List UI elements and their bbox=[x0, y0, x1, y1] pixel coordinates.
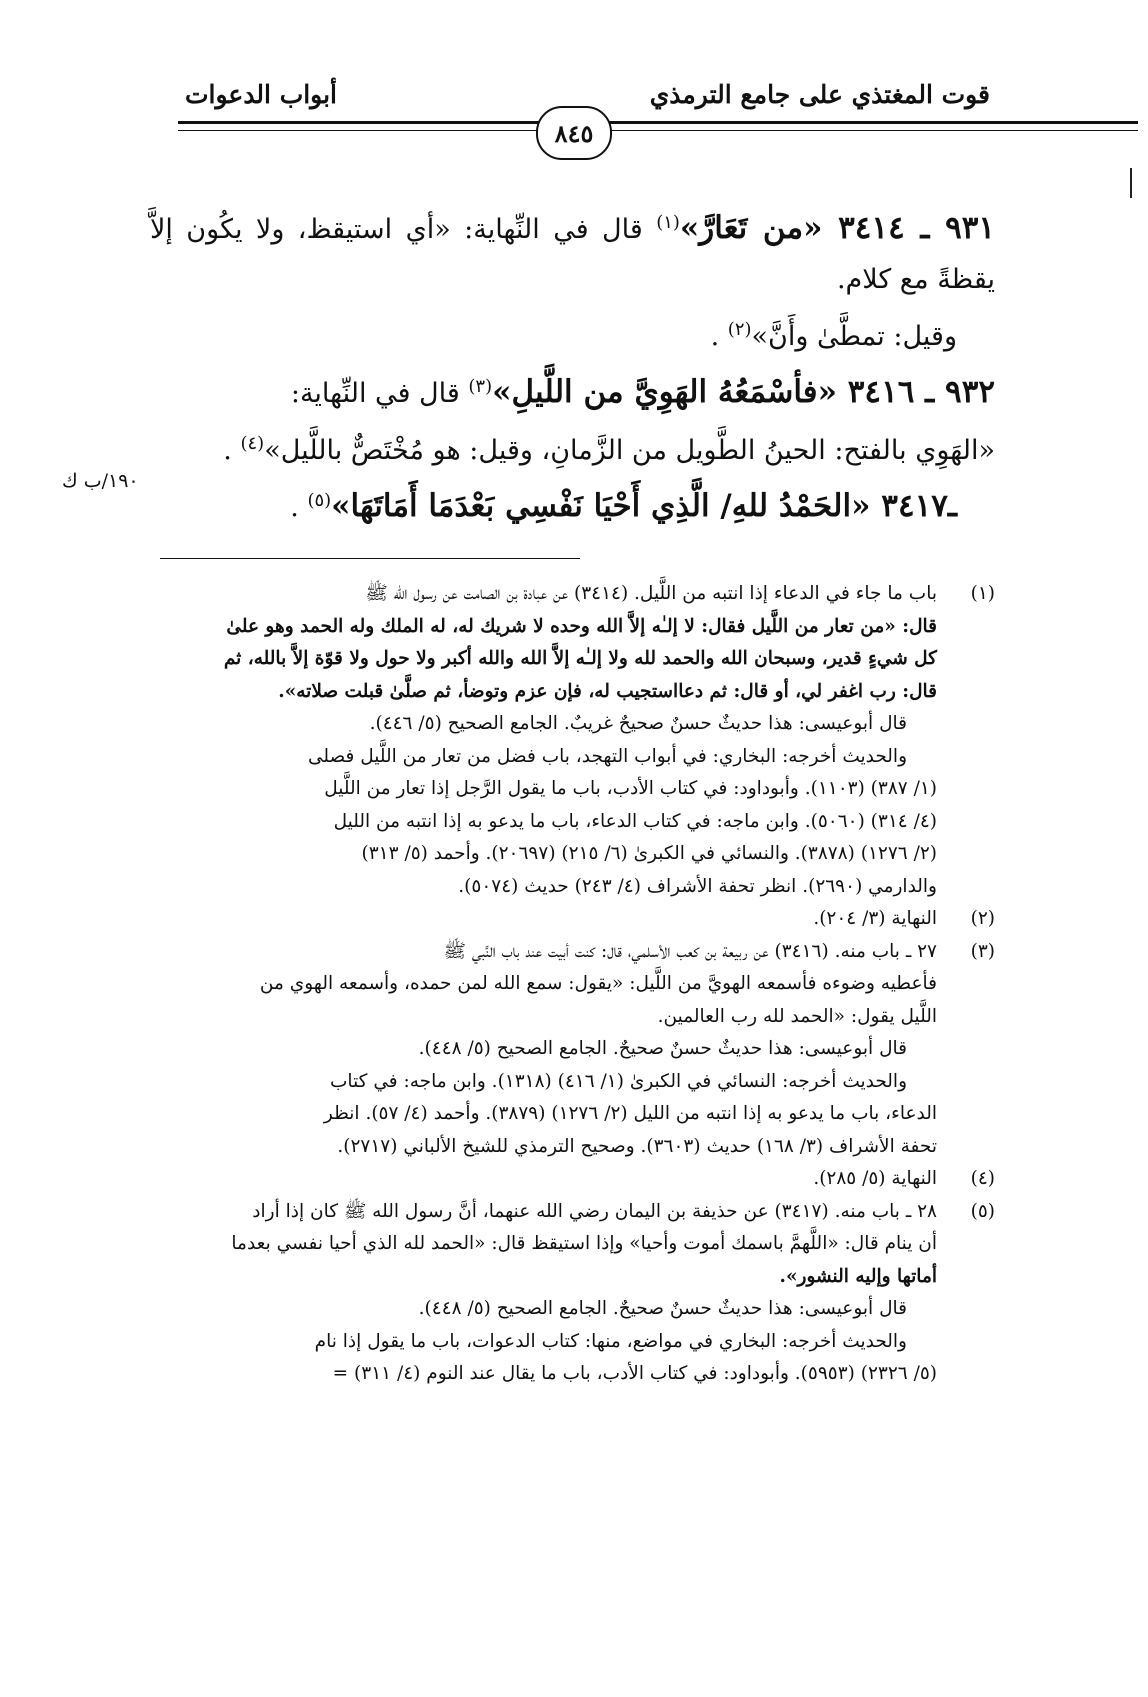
footnote-1 bbox=[140, 578, 995, 903]
page-edge-mark bbox=[1130, 168, 1132, 198]
footnote-separator bbox=[160, 558, 580, 559]
footnote-line: والحديث أخرجه: النسائي في الكبرىٰ (١/ ٤١٦) (١٣١٨). وابن ماجه: في كتاب bbox=[330, 1070, 907, 1092]
footnote-line: والحديث أخرجه: البخاري: في أبواب التهجد، باب فضل من تعار من اللَّيل فصلى bbox=[307, 745, 907, 767]
footnote-line: أن ينام قال: «اللَّهمَّ باسمك أموت وأحيا» وإذا استيقظ قال: «الحمد لله الذي أحيا نفسي بعدما bbox=[231, 1233, 937, 1254]
footnote-line: باب ما جاء في الدعاء إذا انتبه من اللَّيل. (٣٤١٤) عن عبادة بن الصامت عن رسول الله ﷺ bbox=[365, 583, 937, 604]
footnote-ref-4[interactable]: (٤) bbox=[240, 433, 265, 454]
book-title: قوت المغتذي على جامع الترمذي bbox=[649, 80, 990, 109]
footnote-line: (١/ ٣٨٧) (١١٠٣). وأبوداود: في كتاب الأدب، باب ما يقول الرَّجل إذا تعار من اللَّيل bbox=[324, 778, 937, 799]
punct: . bbox=[290, 492, 308, 523]
footnote-line: والحديث أخرجه: البخاري في مواضع، منها: كتاب الدعوات، باب ما يقول إذا نام bbox=[314, 1330, 907, 1352]
footnote-ref-3[interactable]: (٣) bbox=[468, 376, 493, 397]
footnote-number: (٢) bbox=[970, 908, 995, 929]
footnote-line: تحفة الأشراف (٣/ ١٦٨) حديث (٣٦٠٣). وصحيح الترمذي للشيخ الألباني (٢٧١٧). bbox=[337, 1135, 937, 1157]
footnote-line: النهاية (٥/ ٢٨٥). bbox=[813, 1168, 937, 1189]
footnote-line: أماتها وإليه النشور». bbox=[779, 1265, 937, 1287]
footnote-line: قال أبوعيسى: هذا حديثٌ حسنٌ صحيحٌ. الجامع الصحيح (٥/ ٤٤٨). bbox=[418, 1298, 907, 1319]
entry-932-quote bbox=[150, 419, 995, 476]
entry-931-alt-meaning: وقيل: تمطَّىٰ وأَنَّ» bbox=[751, 321, 957, 352]
footnote-4 bbox=[140, 1163, 995, 1196]
footnote-line: (٤/ ٣١٤) (٥٠٦٠). وابن ماجه: في كتاب الدعاء، باب ما يدعو به إذا انتبه من الليل bbox=[333, 810, 937, 832]
main-text bbox=[150, 198, 995, 533]
punct: . bbox=[710, 321, 728, 352]
entry-931-text: قال في النِّهاية: «أي استيقظ، ولا يكُون إلاَّ يقظةً مع كلام. bbox=[150, 214, 995, 295]
entry-931 bbox=[150, 198, 995, 305]
entry-932 bbox=[150, 362, 995, 419]
footnote-ref-1[interactable]: (١) bbox=[656, 212, 680, 233]
footnote-line: قال: رب اغفر لي، أو قال: ثم دعااستجيب له، فإن عزم وتوضأ، ثم صلَّىٰ قبلت صلاته». bbox=[278, 680, 937, 702]
header-rule-top bbox=[178, 121, 1138, 124]
footnotes bbox=[140, 578, 995, 1391]
footnote-line: الدعاء، باب ما يدعو به إذا انتبه من الليل (٢/ ١٢٧٦) (٣٨٧٩). وأحمد (٤/ ٥٧). انظر bbox=[323, 1103, 937, 1124]
footnote-3 bbox=[140, 936, 995, 1164]
punct: . bbox=[223, 435, 241, 466]
footnote-line: النهاية (٣/ ٢٠٤). bbox=[813, 908, 937, 929]
footnote-line: قال: «من تعار من اللَّيل فقال: لا إلـٰه إلاَّ الله وحده لا شريك له، له الملك وله الحمد وهو علىٰ bbox=[226, 615, 937, 637]
footnote-ref-5[interactable]: (٥) bbox=[307, 490, 332, 511]
footnote-line: (٥/ ٢٣٢٦) (٥٩٥٣). وأبوداود: في كتاب الأدب، باب ما يقال عند النوم (٤/ ٣١١) = bbox=[332, 1363, 937, 1384]
margin-note: ١٩٠/ب ك bbox=[62, 470, 139, 492]
footnote-number: (٥) bbox=[970, 1200, 995, 1222]
footnote-ref-2[interactable]: (٢) bbox=[727, 319, 752, 340]
footnote-5 bbox=[140, 1196, 995, 1391]
footnote-line: فأعطيه وضوءه فأسمعه الهويَّ من اللَّيل: «يقول: سمع الله لمن حمده، وأسمعه الهوي من bbox=[259, 973, 937, 994]
entry-932-definition: «الهَوِي بالفتح: الحينُ الطَّويل من الزَّمانِ، وقيل: هو مُخْتَصٌّ باللَّيل» bbox=[264, 435, 995, 466]
footnote-line: والدارمي (٢٦٩٠). انظر تحفة الأشراف (٤/ ٢٤٣) حديث (٥٠٧٤). bbox=[458, 875, 937, 897]
footnote-line: قال أبوعيسى: هذا حديثٌ حسنٌ صحيحٌ غريبٌ. الجامع الصحيح (٥/ ٤٤٦). bbox=[369, 713, 907, 734]
entry-931-heading: ٩٣١ ـ ٣٤١٤ «من تَعَارَّ» bbox=[679, 210, 996, 246]
entry-3417-heading: ـ٣٤١٧ «الحَمْدُ للهِ/ الَّذِي أَحْيَا نَفْسِي بَعْدَمَا أَمَاتَهَا» bbox=[331, 488, 957, 524]
footnote-line: كل شيءٍ قدير، وسبحان الله والحمد لله ولا إلـٰه إلاَّ الله والله أكبر ولا حول ولا قوّة إلاَّ بالله، ثم bbox=[223, 648, 937, 669]
page-number: ٨٤٥ bbox=[536, 106, 612, 160]
footnote-2 bbox=[140, 903, 995, 936]
footnote-number: (٣) bbox=[970, 940, 995, 962]
entry-932-text: قال في النِّهاية: bbox=[290, 378, 469, 409]
header-rule-bottom bbox=[178, 130, 1138, 131]
footnote-line: قال أبوعيسى: هذا حديثٌ حسنٌ صحيحٌ. الجامع الصحيح (٥/ ٤٤٨). bbox=[418, 1038, 907, 1059]
entry-3417 bbox=[150, 476, 995, 533]
entry-931-continuation bbox=[150, 305, 995, 362]
footnote-line: اللَّيل يقول: «الحمد لله رب العالمين. bbox=[657, 1005, 937, 1027]
entry-932-heading: ٩٣٢ ـ ٣٤١٦ «فأسْمَعُهُ الهَوِيَّ من اللَّيلِ» bbox=[492, 374, 995, 410]
footnote-line: ٢٧ ـ باب منه. (٣٤١٦) عن ربيعة بن كعب الأسلمي، قال: كنت أبيت عند باب النَّبي ﷺ bbox=[443, 940, 937, 962]
section-title: أبواب الدعوات bbox=[185, 80, 338, 109]
footnote-line: ٢٨ ـ باب منه. (٣٤١٧) عن حذيفة بن اليمان رضي الله عنهما، أنَّ رسول الله ﷺ كان إذا أراد bbox=[252, 1200, 937, 1222]
footnote-number: (٤) bbox=[970, 1168, 995, 1189]
footnote-line: (٢/ ١٢٧٦) (٣٨٧٨). والنسائي في الكبرىٰ (٦/ ٢١٥) (٢٠٦٩٧). وأحمد (٥/ ٣١٣) bbox=[361, 843, 937, 864]
footnote-number: (١) bbox=[970, 583, 995, 604]
